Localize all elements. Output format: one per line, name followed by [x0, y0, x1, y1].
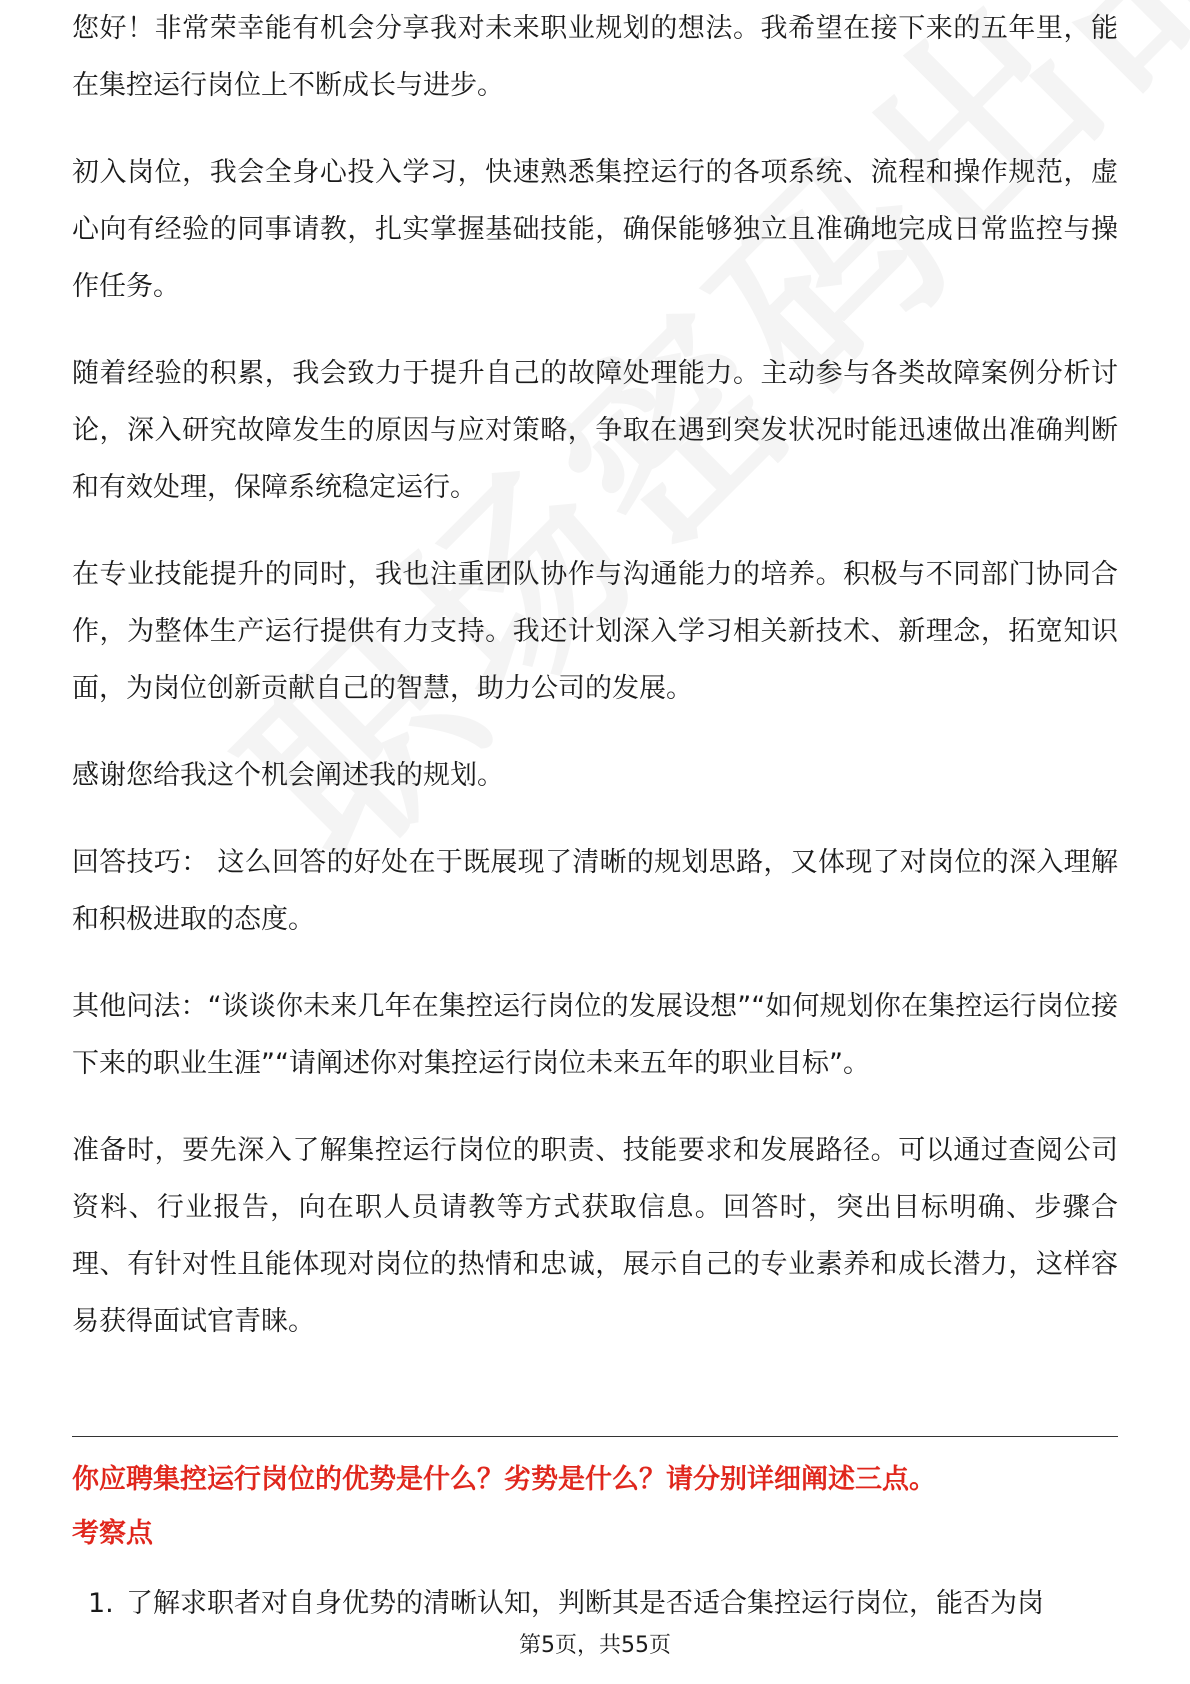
section-divider [72, 1436, 1118, 1437]
paragraph-stage-three: 在专业技能提升的同时，我也注重团队协作与沟通能力的培养。积极与不同部门协同合作，为整体生产运行提供有力支持。我还计划深入学习相关新技术、新理念，拓宽知识面，为岗位创新贡献自己的智慧，助力公司的发展。 [72, 559, 1118, 704]
list-item [88, 1582, 1118, 1626]
paragraph-stage-two: 随着经验的积累，我会致力于提升自己的故障处理能力。主动参与各类故障案例分析讨论，深入研究故障发生的原因与应对策略，争取在遇到突发状况时能迅速做出准确判断和有效处理，保障系统稳定运行。 [72, 358, 1118, 503]
paragraph-answer-tips: 回答技巧： 这么回答的好处在于既展现了清晰的规划思路，又体现了对岗位的深入理解和积极进取的态度。 [72, 847, 1118, 935]
section-title: 考察点 [72, 1518, 153, 1549]
list-item-text: 了解求职者对自身优势的清晰认知，判断其是否适合集控运行岗位，能否为岗 [126, 1588, 1044, 1619]
paragraph-intro: 您好！非常荣幸能有机会分享我对未来职业规划的想法。我希望在接下来的五年里，能在集控运行岗位上不断成长与进步。 [72, 13, 1118, 101]
question-heading: 你应聘集控运行岗位的优势是什么？劣势是什么？请分别详细阐述三点。 [72, 1464, 936, 1495]
paragraph-other-questions: 其他问法：“谈谈你未来几年在集控运行岗位的发展设想”“如何规划你在集控运行岗位接下来的职业生涯”“请阐述你对集控运行岗位未来五年的职业目标”。 [72, 991, 1118, 1079]
list-item-number: 1. [88, 1588, 114, 1619]
page-footer: 第5页，共55页 [519, 1633, 671, 1658]
paragraph-thanks: 感谢您给我这个机会阐述我的规划。 [72, 760, 504, 791]
body-text [72, 13, 1118, 1380]
paragraph-preparation: 准备时，要先深入了解集控运行岗位的职责、技能要求和发展路径。可以通过查阅公司资料、行业报告，向在职人员请教等方式获取信息。回答时，突出目标明确、步骤合理、有针对性且能体现对岗位的热情和忠诚，展示自己的专业素养和成长潜力，这样容易获得面试官青睐。 [72, 1135, 1118, 1337]
paragraph-stage-one: 初入岗位，我会全身心投入学习，快速熟悉集控运行的各项系统、流程和操作规范，虚心向有经验的同事请教，扎实掌握基础技能，确保能够独立且准确地完成日常监控与操作任务。 [72, 157, 1118, 302]
